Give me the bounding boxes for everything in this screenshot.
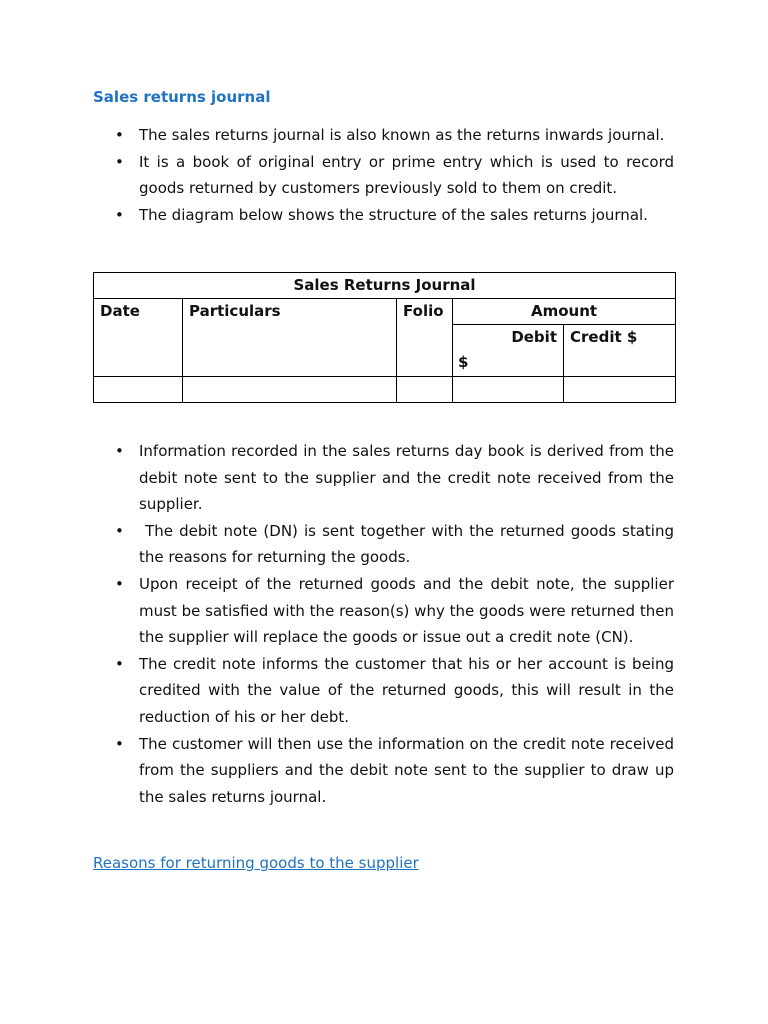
reasons-link[interactable]: Reasons for returning goods to the supplier: [93, 854, 419, 872]
list-item: • Upon receipt of the returned goods and the debit note, the supplier must be satisfied with the reason(s) why the goods were returned then the supplier will replace the goods or issue out a credit note (CN).: [93, 571, 674, 651]
table-cell: [453, 377, 564, 403]
table-row: [94, 377, 676, 403]
sales-returns-journal-table: [93, 272, 676, 403]
intro-bullet-list: [93, 122, 674, 228]
list-item: • The credit note informs the customer that his or her account is being credited with the value of the returned goods, this will result in the reduction of his or her debt.: [93, 651, 674, 731]
table-cell: [397, 377, 453, 403]
header-folio: Folio: [397, 299, 453, 377]
header-date: Date: [94, 299, 183, 377]
list-item: • Information recorded in the sales returns day book is derived from the debit note sent to the supplier and the credit note received from the supplier.: [93, 438, 674, 518]
body-bullet-list: [93, 438, 679, 810]
header-debit-label: Debit: [511, 328, 557, 346]
table-cell: [94, 377, 183, 403]
list-item: • The sales returns journal is also known as the returns inwards journal.: [93, 122, 674, 149]
header-debit: [453, 325, 564, 377]
header-particulars: Particulars: [183, 299, 397, 377]
section-heading: Sales returns journal: [93, 88, 271, 106]
header-amount: Amount: [453, 299, 676, 325]
table-title: Sales Returns Journal: [94, 273, 676, 299]
list-item: • The diagram below shows the structure of the sales returns journal.: [93, 202, 674, 229]
table-cell: [564, 377, 676, 403]
list-item: • The debit note (DN) is sent together with the returned goods stating the reasons for returning the goods.: [93, 518, 674, 571]
list-item: • It is a book of original entry or prime entry which is used to record goods returned by customers previously sold to them on credit.: [93, 149, 674, 202]
list-item: • The customer will then use the information on the credit note received from the suppliers and the debit note sent to the supplier to draw up the sales returns journal.: [93, 731, 674, 811]
header-credit: Credit $: [564, 325, 676, 377]
header-debit-unit: $: [458, 353, 469, 371]
table-cell: [183, 377, 397, 403]
